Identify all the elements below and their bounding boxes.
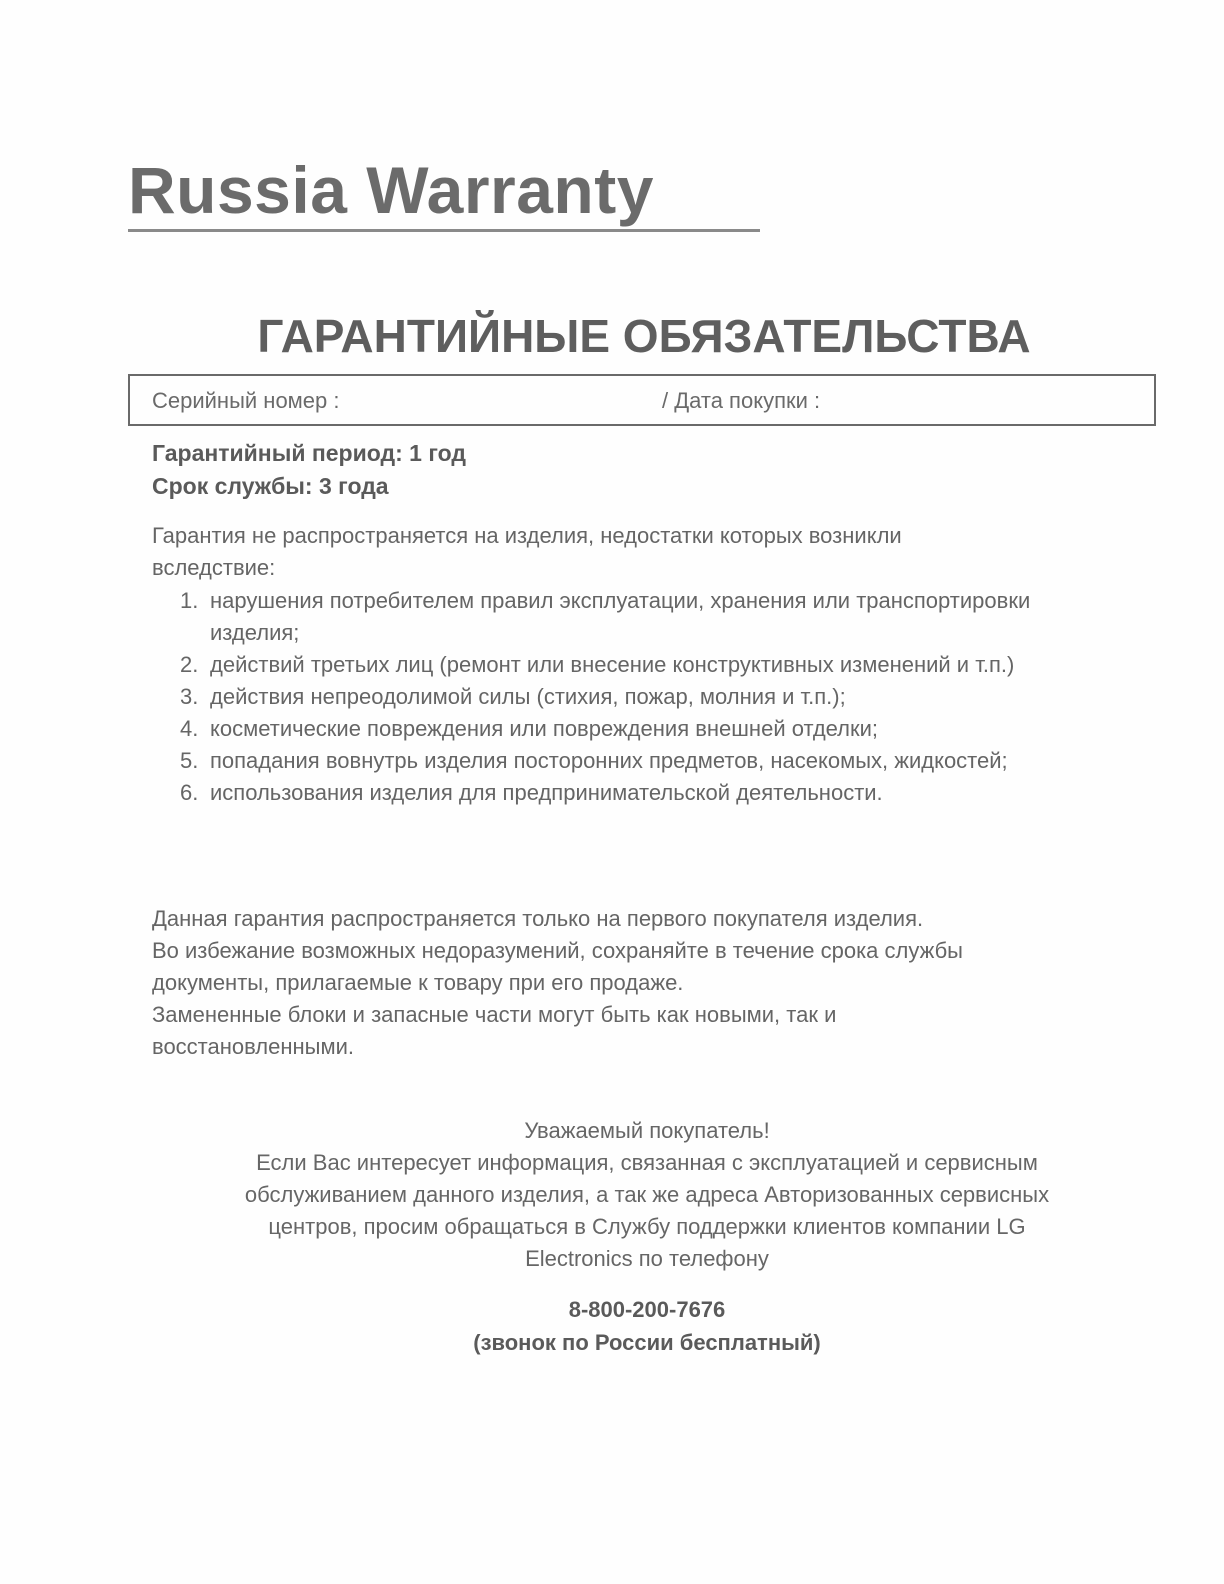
- exclusions-intro-line2: вследствие:: [152, 555, 276, 580]
- list-item-number: 6.: [180, 780, 199, 805]
- contact-line: центров, просим обращаться в Службу поддержки клиентов компании LG: [268, 1214, 1026, 1239]
- serial-date-box: [128, 374, 1156, 426]
- list-item: [180, 681, 1110, 713]
- notes-line: Данная гарантия распространяется только на первого покупателя изделия.: [152, 906, 924, 931]
- customer-contact-info: [152, 1115, 1142, 1275]
- notes-line: документы, прилагаемые к товару при его продаже.: [152, 970, 684, 995]
- list-item-number: 1.: [180, 588, 199, 613]
- contact-line: Electronics по телефону: [525, 1246, 769, 1271]
- list-item-text: действий третьих лиц (ремонт или внесение конструктивных изменений и т.п.): [210, 652, 1015, 677]
- list-item-text: использования изделия для предпринимательской деятельности.: [210, 780, 883, 805]
- serial-number-label: Серийный номер :: [152, 388, 340, 413]
- notes-line: Во избежание возможных недоразумений, сохраняйте в течение срока службы: [152, 938, 963, 963]
- page-title: Russia Warranty: [128, 153, 654, 227]
- list-item-text: действия непреодолимой силы (стихия, пожар, молния и т.п.);: [210, 684, 846, 709]
- contact-line: обслуживанием данного изделия, а так же адреса Авторизованных сервисных: [244, 1182, 1050, 1207]
- list-item: [180, 649, 1110, 681]
- service-life: Срок службы: 3 года: [152, 473, 389, 499]
- title-underline: [128, 229, 760, 232]
- list-item: [180, 745, 1110, 777]
- support-phone-block: [152, 1293, 1142, 1359]
- support-phone-note: (звонок по России бесплатный): [473, 1330, 821, 1355]
- list-item-number: 2.: [180, 652, 199, 677]
- notes-line: восстановленными.: [152, 1034, 355, 1059]
- warranty-obligations-heading: ГАРАНТИЙНЫЕ ОБЯЗАТЕЛЬСТВА: [257, 310, 1031, 362]
- warranty-period: Гарантийный период: 1 год: [152, 440, 466, 466]
- list-item-text: нарушения потребителем правил эксплуатации, хранения или транспортировки изделия;: [210, 588, 1031, 645]
- greeting: Уважаемый покупатель!: [524, 1118, 770, 1143]
- list-item-number: 3.: [180, 684, 199, 709]
- warranty-notes: [152, 903, 1162, 1063]
- list-item: [180, 777, 1110, 809]
- list-item-number: 4.: [180, 716, 199, 741]
- contact-line: Если Вас интересует информация, связанная с эксплуатацией и сервисным: [256, 1150, 1038, 1175]
- purchase-date-label: / Дата покупки :: [662, 388, 821, 413]
- list-item-text: косметические повреждения или повреждения внешней отделки;: [210, 716, 879, 741]
- exclusions-intro-line1: Гарантия не распространяется на изделия, недостатки которых возникли: [152, 523, 902, 548]
- list-item: [180, 713, 1110, 745]
- list-item-text: попадания вовнутрь изделия посторонних предметов, насекомых, жидкостей;: [210, 748, 1008, 773]
- list-item-number: 5.: [180, 748, 199, 773]
- support-phone-number: 8-800-200-7676: [568, 1297, 726, 1322]
- exclusions-list: [180, 585, 1140, 809]
- notes-line: Замененные блоки и запасные части могут быть как новыми, так и: [152, 1002, 837, 1027]
- list-item: [180, 585, 1110, 649]
